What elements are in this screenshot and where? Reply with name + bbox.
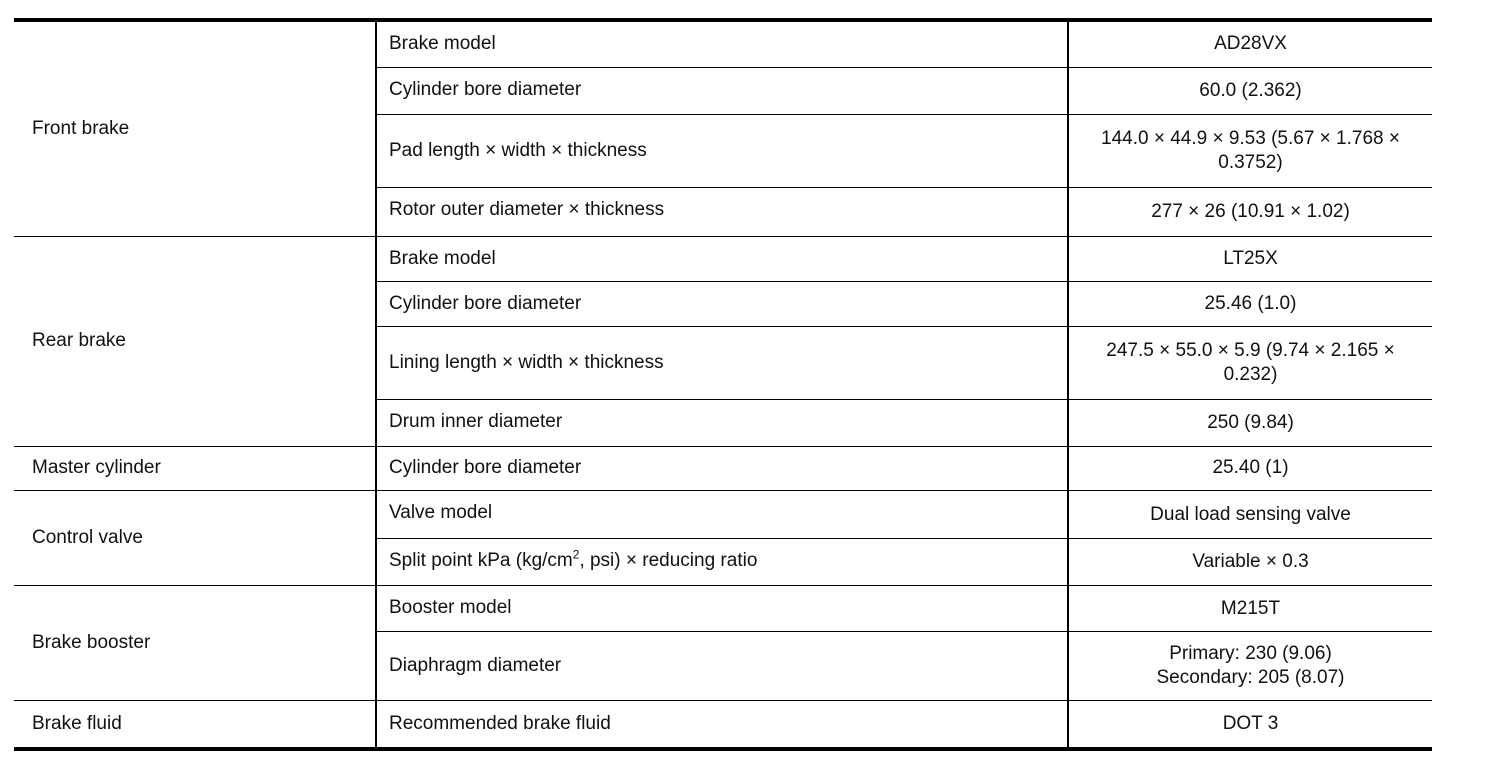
value-line: 0.232) [1223,364,1278,386]
value-line: 247.5 × 55.0 × 5.9 (9.74 × 2.165 × [1106,340,1395,362]
table-row [14,236,1432,281]
value-line: 144.0 × 44.9 × 9.53 (5.67 × 1.768 × [1101,128,1400,150]
value-line: Primary: 230 (9.06) [1169,643,1332,665]
group-label-brake-booster: Brake booster [14,585,376,700]
table-row [14,490,1432,538]
item-label: Valve model [376,490,1068,538]
item-label: Cylinder bore diameter [376,281,1068,326]
group-label-control-valve: Control valve [14,490,376,585]
item-label-text: Split point kPa (kg/cm [389,550,573,572]
group-label-master-cylinder: Master cylinder [14,446,376,490]
item-label-text: , psi) × reducing ratio [579,550,758,572]
item-value [1068,327,1432,400]
group-label-front-brake: Front brake [14,20,376,236]
item-value: 25.40 (1) [1068,446,1432,490]
superscript: 2 [572,548,580,563]
table-row [14,446,1432,490]
item-label: Recommended brake fluid [376,700,1068,749]
item-value: DOT 3 [1068,700,1432,749]
value-line: Secondary: 205 (8.07) [1156,667,1345,689]
item-value: LT25X [1068,236,1432,281]
item-label: Rotor outer diameter × thickness [376,188,1068,236]
item-label: Pad length × width × thickness [376,115,1068,188]
value-line: 0.3752) [1218,152,1283,174]
item-value: 277 × 26 (10.91 × 1.02) [1068,188,1432,236]
group-label-brake-fluid: Brake fluid [14,700,376,749]
item-label: Diaphragm diameter [376,632,1068,701]
item-value: AD28VX [1068,20,1432,67]
item-value: 250 (9.84) [1068,400,1432,446]
item-value: 25.46 (1.0) [1068,281,1432,326]
table-row [14,700,1432,749]
item-value: 60.0 (2.362) [1068,67,1432,114]
item-value [1068,115,1432,188]
item-label: Cylinder bore diameter [376,446,1068,490]
table-row [14,20,1432,67]
brake-specification-table [14,18,1432,751]
item-label: Brake model [376,20,1068,67]
item-value: Dual load sensing valve [1068,490,1432,538]
group-label-rear-brake: Rear brake [14,236,376,446]
item-label: Lining length × width × thickness [376,327,1068,400]
item-label: Cylinder bore diameter [376,67,1068,114]
item-label [376,539,1068,585]
item-label: Booster model [376,585,1068,631]
table-row [14,585,1432,631]
item-value [1068,632,1432,701]
item-label: Brake model [376,236,1068,281]
item-label: Drum inner diameter [376,400,1068,446]
item-value: M215T [1068,585,1432,631]
item-value: Variable × 0.3 [1068,539,1432,585]
